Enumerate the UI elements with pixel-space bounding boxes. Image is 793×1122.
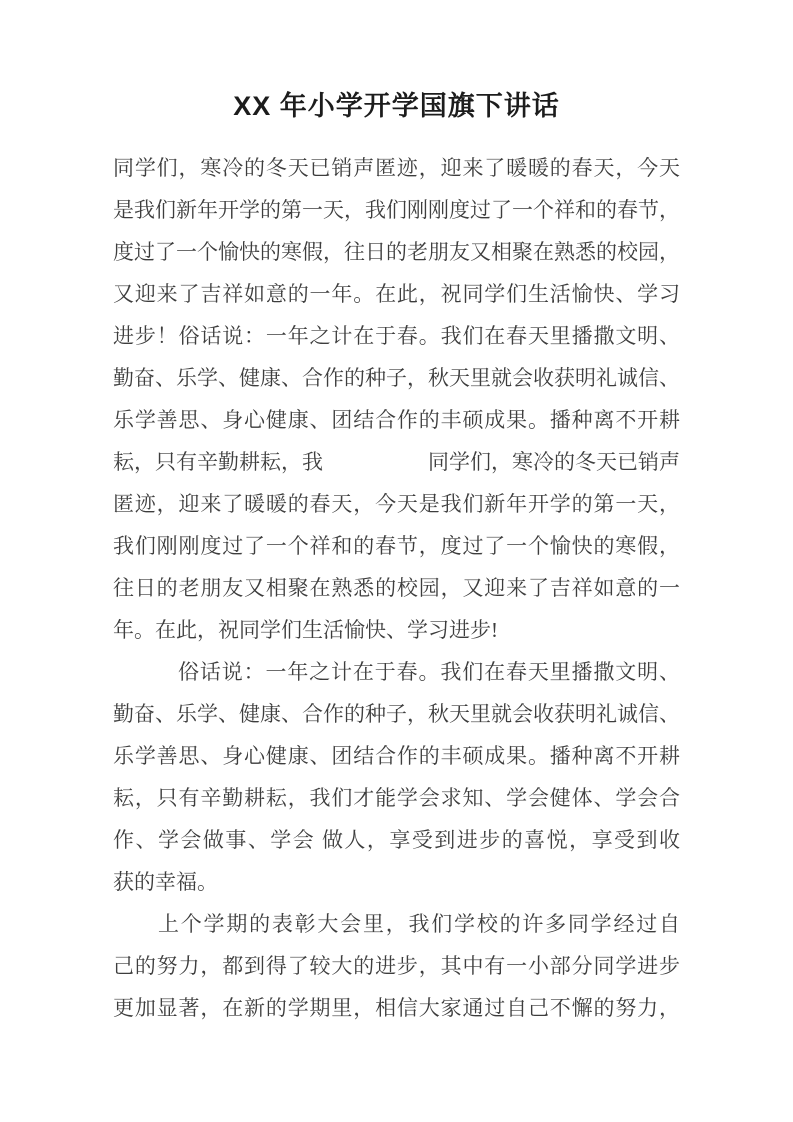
text-line: 进步！俗话说：一年之计在于春。我们在春天里播撒文明、 xyxy=(113,324,680,348)
text-line: 获的幸福。 xyxy=(113,870,218,894)
text-line: 度过了一个愉快的寒假，往日的老朋友又相聚在熟悉的校园， xyxy=(113,240,680,264)
text-line: 勤奋、乐学、健康、合作的种子，秋天里就会收获明礼诚信、 xyxy=(113,366,680,390)
text-line: 我们刚刚度过了一个祥和的春节，度过了一个愉快的寒假， xyxy=(113,534,680,558)
text-line: 年。在此，祝同学们生活愉快、学习进步! xyxy=(113,618,498,642)
text-line: 勤奋、乐学、健康、合作的种子，秋天里就会收获明礼诚信、 xyxy=(113,702,680,726)
text-line: 匿迹，迎来了暖暖的春天，今天是我们新年开学的第一天， xyxy=(113,492,680,516)
text-line: 己的努力，都到得了较大的进步，其中有一小部分同学进步 xyxy=(113,954,680,978)
text-line: 往日的老朋友又相聚在熟悉的校园，又迎来了吉祥如意的一 xyxy=(113,576,680,600)
text-line: 是我们新年开学的第一天，我们刚刚度过了一个祥和的春节， xyxy=(113,198,680,222)
text-line: 同学们，寒冷的冬天已销声匿迹，迎来了暖暖的春天，今天 xyxy=(113,156,680,180)
text-line: 作、学会做事、学会 做人，享受到进步的喜悦，享受到收 xyxy=(113,828,680,852)
text-line: 又迎来了吉祥如意的一年。在此，祝同学们生活愉快、学习 xyxy=(113,282,680,306)
text-line: 乐学善思、身心健康、团结合作的丰硕成果。播种离不开耕 xyxy=(113,744,680,768)
text-line: 乐学善思、身心健康、团结合作的丰硕成果。播种离不开耕 xyxy=(113,408,680,432)
text-line: 耘，只有辛勤耕耘，我 同学们，寒冷的冬天已销声 xyxy=(113,450,680,474)
text-line: 俗话说：一年之计在于春。我们在春天里播撒文明、 xyxy=(178,660,680,684)
text-line: 上个学期的表彰大会里，我们学校的许多同学经过自 xyxy=(158,912,680,936)
text-line: 更加显著，在新的学期里，相信大家通过自己不懈的努力， xyxy=(113,996,680,1020)
text-line: 耘，只有辛勤耕耘，我们才能学会求知、学会健体、学会合 xyxy=(113,786,680,810)
document-title: XX 年小学开学国旗下讲话 xyxy=(233,91,560,121)
document-body xyxy=(113,147,680,1029)
